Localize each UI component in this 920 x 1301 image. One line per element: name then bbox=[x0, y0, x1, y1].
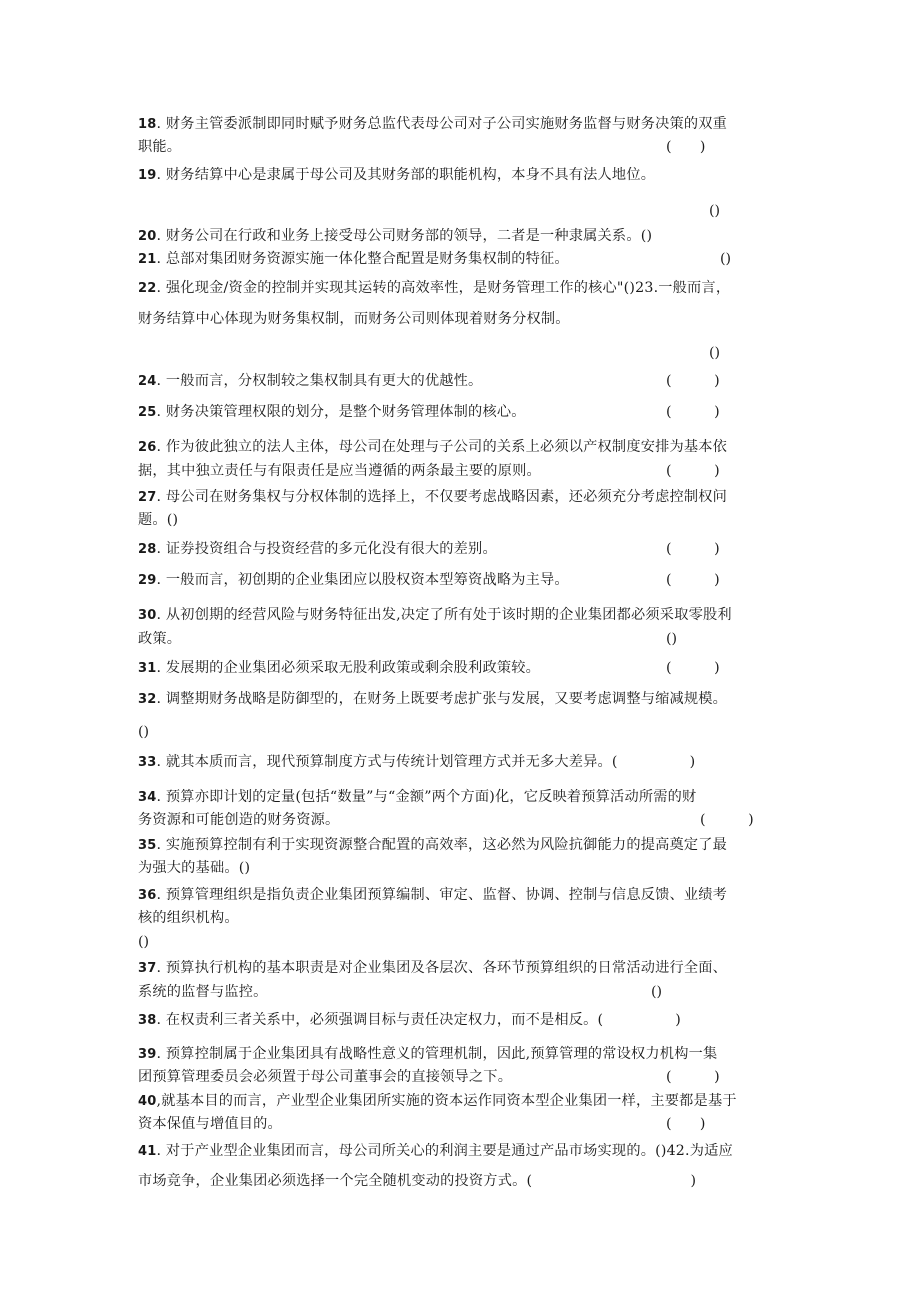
item-20-line-1: 20. 财务公司在行政和业务上接受母公司财务部的领导，二者是一种隶属关系。() bbox=[138, 228, 653, 244]
item-18-line-2: 职能。 bbox=[138, 139, 182, 155]
item-30-line-1: 30. 从初创期的经营风险与财务特征出发,决定了所有处于该时期的企业集团都必须采取零股利 bbox=[138, 607, 732, 623]
item-40-line-2: 资本保值与增值目的。 bbox=[138, 1116, 282, 1132]
item-36-line-1: 36. 预算管理组织是指负责企业集团预算编制、审定、监督、协调、控制与信息反馈、业绩考 bbox=[138, 887, 728, 903]
answer-blank-25[interactable]: ( ) bbox=[666, 404, 720, 420]
answer-blank-40[interactable]: ( ) bbox=[666, 1116, 706, 1132]
answer-blank-23[interactable]: () bbox=[709, 345, 721, 361]
item-35-line-2: 为强大的基础。() bbox=[138, 860, 251, 876]
item-21-line-1: 21. 总部对集团财务资源实施一体化整合配置是财务集权制的特征。 bbox=[138, 251, 569, 267]
item-41-line-1: 41. 对于产业型企业集团而言，母公司所关心的利润主要是通过产品市场实现的。()42.为适应 bbox=[138, 1143, 733, 1159]
answer-blank-28[interactable]: ( ) bbox=[666, 541, 720, 557]
item-36-line-2: 核的组织机构。 bbox=[138, 910, 239, 926]
item-34-line-2: 务资源和可能创造的财务资源。 bbox=[138, 812, 340, 828]
item-32-line-1: 32. 调整期财务战略是防御型的，在财务上既要考虑扩张与发展，又要考虑调整与缩减规模。 bbox=[138, 691, 728, 707]
answer-blank-24[interactable]: ( ) bbox=[666, 373, 720, 389]
item-31-line-1: 31. 发展期的企业集团必须采取无股利政策或剩余股利政策较。 bbox=[138, 660, 540, 676]
answer-blank-34[interactable]: ( ) bbox=[700, 812, 754, 828]
answer-blank-39[interactable]: ( ) bbox=[666, 1069, 720, 1085]
item-18-line-1: 18. 财务主管委派制即同时赋予财务总监代表母公司对子公司实施财务监督与财务决策的双重 bbox=[138, 116, 728, 132]
item-40-line-1: 40,就基本目的而言，产业型企业集团所实施的资本运作同资本型企业集团一样，主要都是基于 bbox=[138, 1093, 737, 1109]
answer-blank-19[interactable]: () bbox=[709, 203, 721, 219]
item-26-line-2: 据，其中独立责任与有限责任是应当遵循的两条最主要的原则。 bbox=[138, 463, 541, 479]
answer-blank-21[interactable]: () bbox=[720, 251, 732, 267]
item-25-line-1: 25. 财务决策管理权限的划分，是整个财务管理体制的核心。 bbox=[138, 404, 526, 420]
answer-blank-30[interactable]: () bbox=[666, 631, 678, 647]
item-27-line-2: 题。() bbox=[138, 512, 179, 528]
item-37-line-1: 37. 预算执行机构的基本职责是对企业集团及各层次、各环节预算组织的日常活动进行全面、 bbox=[138, 960, 728, 976]
item-26-line-1: 26. 作为彼此独立的法人主体，母公司在处理与子公司的关系上必须以产权制度安排为基本依 bbox=[138, 439, 728, 455]
item-22-line-2: 财务结算中心体现为财务集权制，而财务公司则体现着财务分权制。 bbox=[138, 311, 570, 327]
item-37-line-2: 系统的监督与监控。 bbox=[138, 984, 268, 1000]
item-30-line-2: 政策。 bbox=[138, 631, 182, 647]
item-33-line-1: 33. 就其本质而言，现代预算制度方式与传统计划管理方式并无多大差异。( ) bbox=[138, 754, 696, 770]
item-24-line-1: 24. 一般而言，分权制较之集权制具有更大的优越性。 bbox=[138, 373, 483, 389]
item-42-line-2: 市场竞争，企业集团必须选择一个完全随机变动的投资方式。( ) bbox=[138, 1173, 697, 1189]
answer-blank-36[interactable]: () bbox=[138, 934, 150, 950]
item-39-line-2: 团预算管理委员会必须置于母公司董事会的直接领导之下。 bbox=[138, 1069, 513, 1085]
item-19-line-1: 19. 财务结算中心是隶属于母公司及其财务部的职能机构，本身不具有法人地位。 bbox=[138, 167, 656, 183]
item-38-line-1: 38. 在权责利三者关系中，必须强调目标与责任决定权力，而不是相反。( ) bbox=[138, 1012, 681, 1028]
answer-blank-26[interactable]: ( ) bbox=[666, 463, 720, 479]
item-35-line-1: 35. 实施预算控制有利于实现资源整合配置的高效率，这必然为风险抗御能力的提高奠定了最 bbox=[138, 837, 728, 853]
item-39-line-1: 39. 预算控制属于企业集团具有战略性意义的管理机制，因此,预算管理的常设权力机构一集 bbox=[138, 1046, 718, 1062]
item-22-line-1: 22. 强化现金/资金的控制并实现其运转的高效率性，是财务管理工作的核心"()23.一般而言， bbox=[138, 280, 731, 296]
item-27-line-1: 27. 母公司在财务集权与分权体制的选择上，不仅要考虑战略因素，还必须充分考虑控制权问 bbox=[138, 489, 728, 505]
item-28-line-1: 28. 证券投资组合与投资经营的多元化没有很大的差别。 bbox=[138, 541, 497, 557]
item-29-line-1: 29. 一般而言，初创期的企业集团应以股权资本型筹资战略为主导。 bbox=[138, 572, 569, 588]
answer-blank-32[interactable]: () bbox=[138, 724, 150, 740]
answer-blank-29[interactable]: ( ) bbox=[666, 572, 720, 588]
item-34-line-1: 34. 预算亦即计划的定量(包括“数量”与“金额”两个方面)化，它反映着预算活动所需的财 bbox=[138, 789, 697, 805]
answer-blank-18[interactable]: ( ) bbox=[666, 139, 706, 155]
answer-blank-31[interactable]: ( ) bbox=[666, 660, 720, 676]
answer-blank-37[interactable]: () bbox=[651, 984, 663, 1000]
